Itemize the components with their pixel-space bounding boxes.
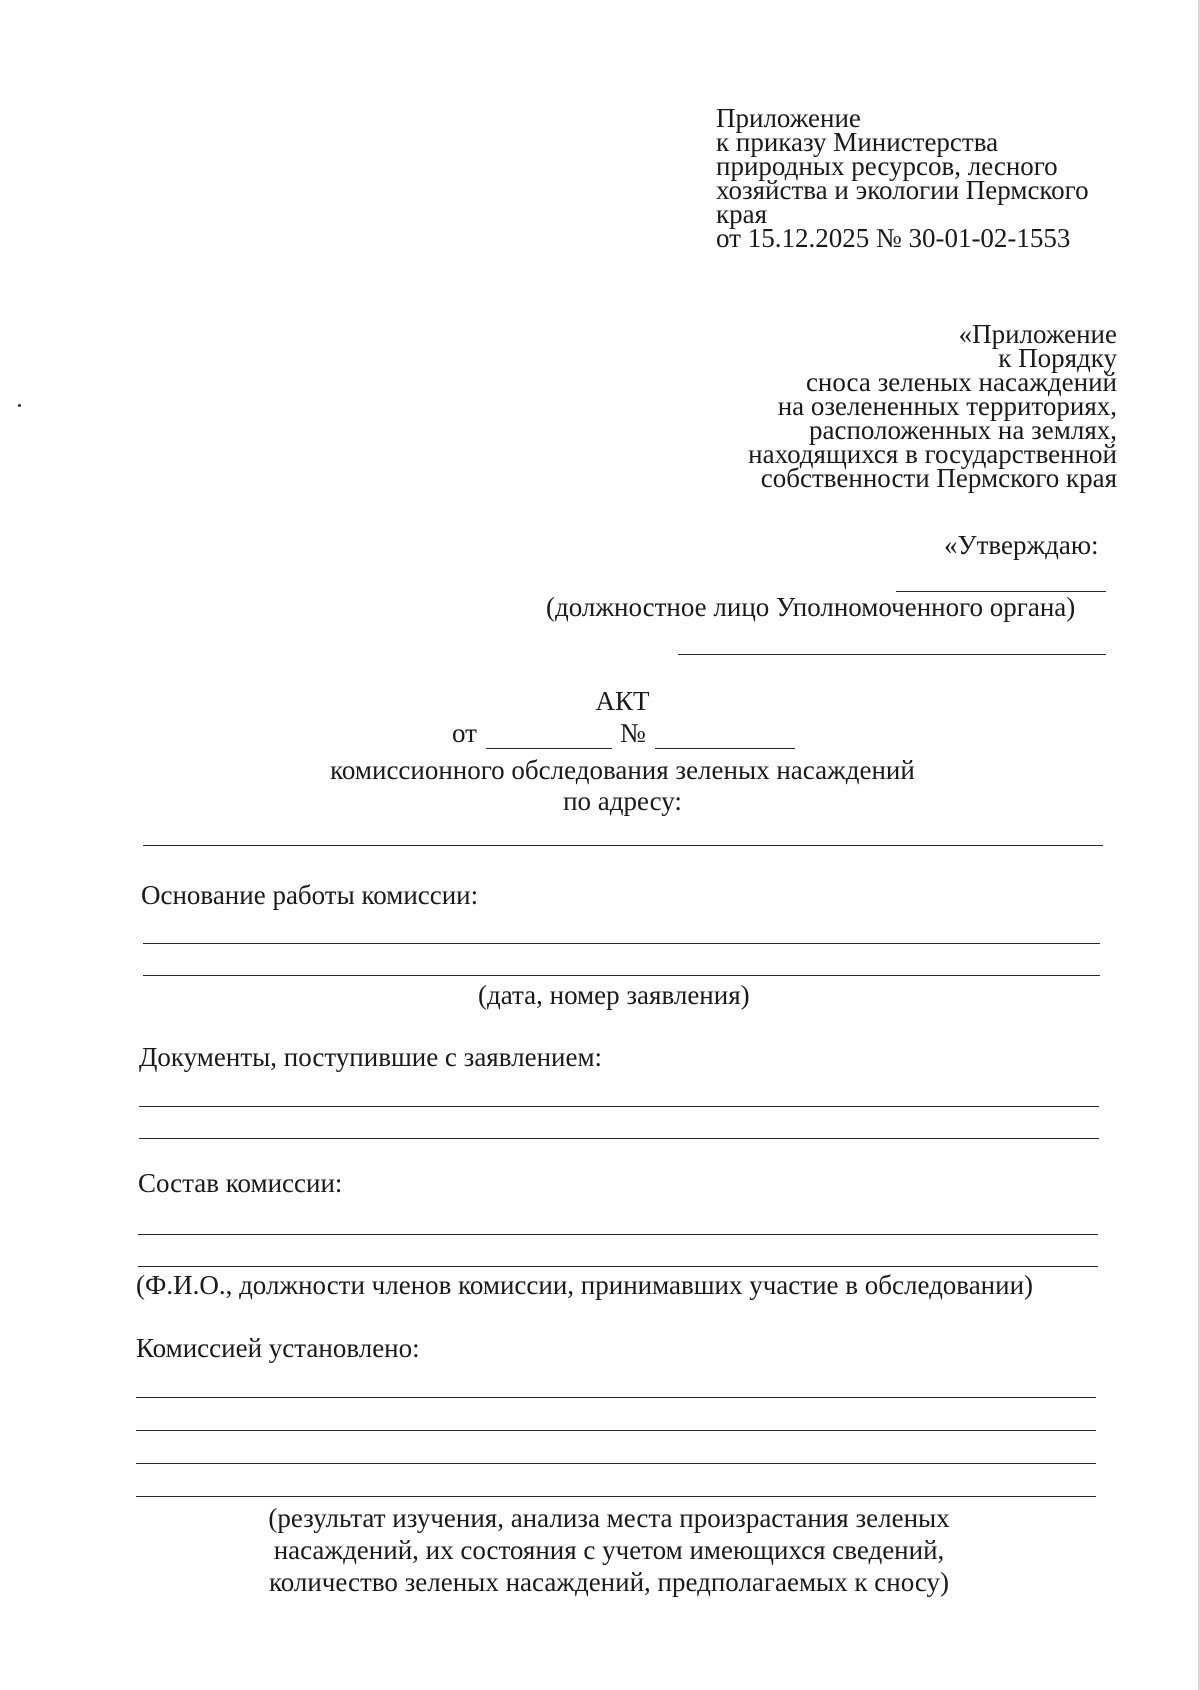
documents-line xyxy=(139,1106,1099,1107)
findings-line xyxy=(136,1496,1096,1497)
appendix-header xyxy=(716,103,1089,253)
basis-line xyxy=(143,975,1100,976)
findings-line xyxy=(136,1430,1096,1431)
findings-label: Комиссией установлено: xyxy=(136,1333,420,1363)
address-line xyxy=(143,845,1103,846)
procedure-header-line: к Порядку xyxy=(998,343,1117,373)
procedure-header-line: собственности Пермского края xyxy=(760,463,1117,493)
findings-line xyxy=(136,1463,1096,1464)
documents-label: Документы, поступившие с заявлением: xyxy=(139,1042,603,1072)
procedure-header xyxy=(597,319,1117,493)
act-date-line xyxy=(486,748,612,749)
appendix-header-line: Приложение xyxy=(716,103,861,133)
basis-caption: (дата, номер заявления) xyxy=(478,980,750,1010)
findings-caption-line: количество зеленых насаждений, предполагаемых к сносу) xyxy=(268,1567,950,1597)
approval-label: «Утверждаю: xyxy=(944,530,1099,560)
appendix-header-line: хозяйства и экологии Пермского xyxy=(716,175,1089,205)
findings-line xyxy=(136,1397,1096,1398)
appendix-order-reference: от 15.12.2025 № 30-01-02-1553 xyxy=(716,223,1071,253)
commission-line xyxy=(138,1234,1098,1235)
procedure-header-line: «Приложение xyxy=(958,319,1117,349)
act-title: АКТ xyxy=(595,686,650,716)
commission-label: Состав комиссии: xyxy=(138,1168,343,1198)
act-address-label: по адресу: xyxy=(563,786,682,816)
commission-caption: (Ф.И.О., должности членов комиссии, принимавших участие в обследовании) xyxy=(136,1270,1034,1300)
appendix-header-line: природных ресурсов, лесного xyxy=(716,151,1058,181)
official-caption: (должностное лицо Уполномоченного органа) xyxy=(546,592,1076,622)
findings-caption-line: насаждений, их состояния с учетом имеющихся сведений, xyxy=(273,1535,945,1565)
basis-label: Основание работы комиссии: xyxy=(141,880,479,910)
act-number-label: № xyxy=(620,718,646,748)
act-number-line xyxy=(655,748,795,749)
appendix-header-line: к приказу Министерства xyxy=(716,127,999,157)
appendix-header-line: края xyxy=(716,199,768,229)
commission-line xyxy=(138,1266,1098,1267)
procedure-header-line: находящихся в государственной xyxy=(748,439,1117,469)
procedure-header-line: расположенных на землях, xyxy=(809,415,1117,445)
official-name-line xyxy=(678,654,1106,655)
procedure-header-line: на озелененных территориях, xyxy=(777,391,1117,421)
basis-line xyxy=(143,943,1100,944)
findings-caption-line: (результат изучения, анализа места произрастания зеленых xyxy=(268,1503,950,1533)
documents-line xyxy=(139,1138,1099,1139)
act-date-label: от xyxy=(452,718,477,748)
scan-speck xyxy=(18,404,21,407)
procedure-header-line: сноса зеленых насаждений xyxy=(805,367,1117,397)
act-subtitle: комиссионного обследования зеленых насаждений xyxy=(330,755,915,785)
